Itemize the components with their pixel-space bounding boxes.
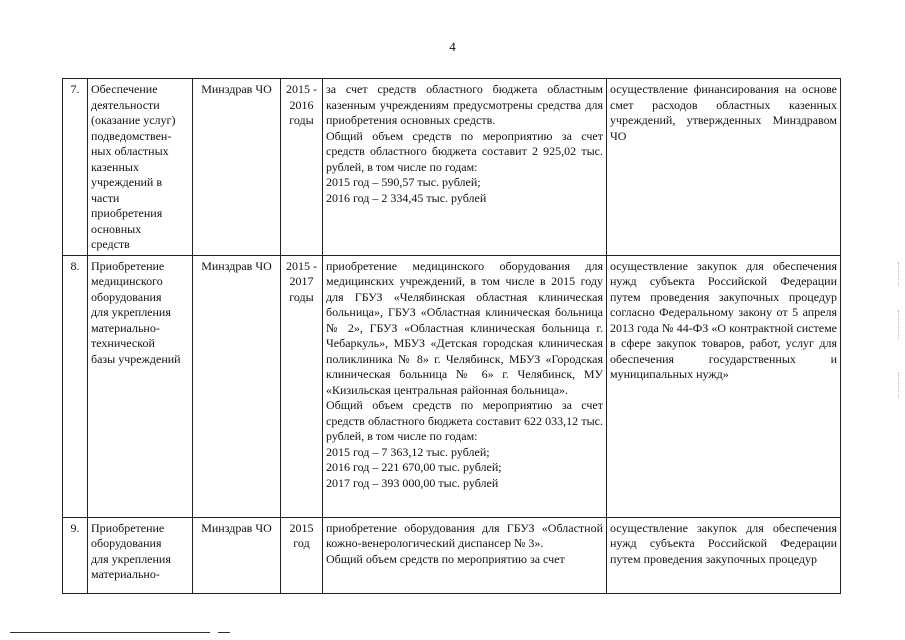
measure-description bbox=[323, 255, 607, 517]
measure-name-line: приобретения bbox=[91, 206, 163, 220]
measure-name-line: материально- bbox=[91, 320, 160, 335]
measure-name bbox=[88, 255, 193, 517]
table-row bbox=[63, 517, 841, 593]
description-paragraph: 2017 год – 393 000,00 тыс. рублей bbox=[326, 475, 499, 490]
description-paragraph: 2016 год – 221 670,00 тыс. рублей; bbox=[326, 460, 502, 474]
measure-name-line: средств bbox=[91, 237, 130, 251]
measure-name-line: для укрепления bbox=[91, 305, 171, 319]
measure-name-line: Обеспечение bbox=[91, 82, 158, 96]
executor: Минздрав ЧО bbox=[193, 517, 281, 593]
description-paragraph: Общий объем средств по мероприятию за счет средств областного бюджета составит 2 925,02 тыс. рублей, в том числе по годам: bbox=[326, 128, 603, 174]
measure-name-line: части bbox=[91, 190, 120, 205]
period-line: 2015 - bbox=[286, 258, 317, 273]
row-number: 8. bbox=[63, 255, 88, 517]
description-paragraph: приобретение медицинского оборудования для медицинских учреждений, в том числе в 2015 году для ГБУЗ «Челябинская областная клиническая больница», ГБУЗ «Областная клиническая больница № 2», ГБУЗ «Областная клиническая больница г. Чебаркуль», МБУЗ «Детская городская клиническая поликлиника № 8» г. Челябинск, МБУЗ «Городская клиническая больница № 6» г. Челябинск, МУ «Кизильская центральная районная больница». bbox=[326, 258, 603, 397]
measure-name-line: оборудования bbox=[91, 289, 162, 304]
measure-name bbox=[88, 79, 193, 256]
executor: Минздрав ЧО bbox=[193, 79, 281, 256]
description-paragraph: 2015 год – 590,57 тыс. рублей; bbox=[326, 175, 481, 189]
scan-margin-mark bbox=[898, 262, 899, 286]
description-paragraph: приобретение оборудования для ГБУЗ «Областной кожно-венерологический диспансер № 3». bbox=[326, 520, 603, 550]
period-line: годы bbox=[289, 289, 314, 304]
measure-name-line: подведомствен- bbox=[91, 128, 172, 143]
measure-name-line: для укрепления bbox=[91, 551, 171, 566]
period-line: годы bbox=[289, 113, 314, 127]
measure-name-line: деятельности bbox=[91, 97, 160, 112]
measure-name-line: Приобретение bbox=[91, 520, 165, 535]
measure-name-line: учреждений в bbox=[91, 175, 163, 189]
period-line: 2015 - bbox=[286, 82, 317, 96]
measure-name bbox=[88, 517, 193, 593]
period-line: 2016 bbox=[289, 97, 314, 112]
scan-margin-mark bbox=[898, 372, 899, 398]
measure-name-line: технической bbox=[91, 336, 155, 350]
executor: Минздрав ЧО bbox=[193, 255, 281, 517]
measure-name-line: медицинского bbox=[91, 274, 163, 288]
implementation-mechanism: осуществление закупок для обеспечения нужд субъекта Российской Федерации путем проведения закупочных процедур bbox=[607, 517, 841, 593]
table-row bbox=[63, 255, 841, 517]
measure-description bbox=[323, 517, 607, 593]
footer-rule bbox=[10, 632, 210, 633]
measure-name-line: основных bbox=[91, 221, 142, 236]
measure-name-line: оборудования bbox=[91, 536, 162, 550]
measure-name-line: (оказание услуг) bbox=[91, 113, 176, 127]
description-paragraph: за счет средств областного бюджета областным казенным учреждениям предусмотрены средства для приобретения основных средств. bbox=[326, 82, 603, 127]
row-number: 9. bbox=[63, 517, 88, 593]
description-paragraph: Общий объем средств по мероприятию за счет bbox=[326, 551, 565, 566]
footer-rule-short bbox=[218, 632, 230, 633]
description-paragraph: 2016 год – 2 334,45 тыс. рублей bbox=[326, 190, 487, 205]
measure-name-line: ных областных bbox=[91, 144, 169, 158]
implementation-mechanism: осуществление закупок для обеспечения нужд субъекта Российской Федерации путем проведения закупочных процедур согласно Федеральному закону от 5 апреля 2013 года № 44-ФЗ «О контрактной системе в сфере закупок товаров, работ, услуг для обеспечения государственных и муниципальных нужд» bbox=[607, 255, 841, 517]
measure-name-line: базы учреждений bbox=[91, 351, 181, 366]
measure-name-line: материально- bbox=[91, 567, 160, 581]
period-line: 2017 bbox=[289, 274, 314, 288]
period bbox=[281, 255, 323, 517]
measure-name-line: Приобретение bbox=[91, 258, 165, 273]
measure-name-line: казенных bbox=[91, 159, 139, 174]
measures-table bbox=[62, 78, 841, 594]
description-paragraph: 2015 год – 7 363,12 тыс. рублей; bbox=[326, 444, 490, 459]
scan-margin-mark bbox=[898, 310, 899, 340]
period bbox=[281, 79, 323, 256]
period-line: 2015 bbox=[289, 520, 314, 535]
page-number: 4 bbox=[449, 39, 456, 54]
row-number: 7. bbox=[63, 79, 88, 256]
table-row bbox=[63, 79, 841, 256]
measure-description bbox=[323, 79, 607, 256]
period bbox=[281, 517, 323, 593]
period-line: год bbox=[293, 536, 310, 550]
implementation-mechanism: осуществление финансирования на основе смет расходов областных казенных учреждений, утвержденных Минздравом ЧО bbox=[607, 79, 841, 256]
description-paragraph: Общий объем средств по мероприятию за счет средств областного бюджета составит 622 033,12 тыс. рублей, в том числе по годам: bbox=[326, 398, 603, 443]
